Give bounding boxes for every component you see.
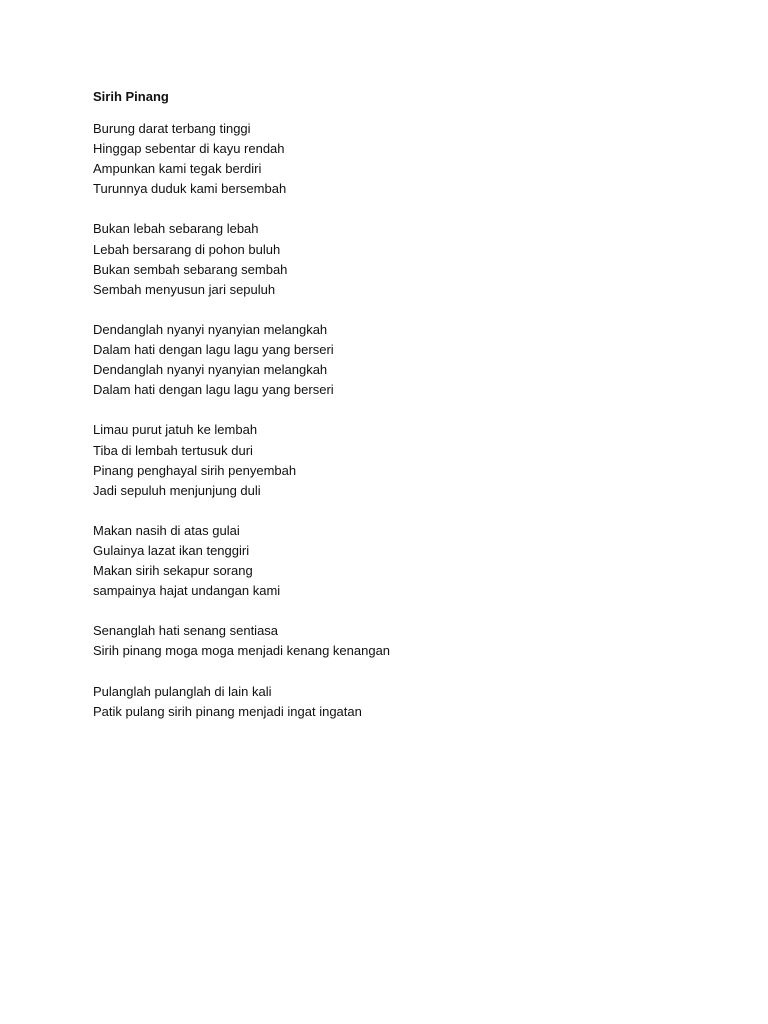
stanza-7 <box>93 682 768 722</box>
poem-line: Pinang penghayal sirih penyembah <box>93 462 297 478</box>
poem-line: Limau purut jatuh ke lembah <box>93 422 258 438</box>
poem-line: Burung darat terbang tinggi <box>93 121 251 136</box>
poem-line: Lebah bersarang di pohon buluh <box>93 241 281 257</box>
poem-line: Makan nasih di atas gulai <box>93 522 240 538</box>
poem-line: Pulanglah pulanglah di lain kali <box>93 683 272 699</box>
stanza-5 <box>93 521 768 601</box>
poem-line: Bukan sembah sebarang sembah <box>93 261 288 277</box>
poem-line: Sirih pinang moga moga menjadi kenang kenangan <box>93 643 391 659</box>
poem-line: Turunnya duduk kami bersembah <box>93 181 287 197</box>
poem-line: Bukan lebah sebarang lebah <box>93 221 259 237</box>
poem-line: Makan sirih sekapur sorang <box>93 563 253 579</box>
stanza-2 <box>93 219 768 299</box>
poem-line: Senanglah hati senang sentiasa <box>93 623 279 639</box>
stanza-4 <box>93 420 768 500</box>
poem-line: Dalam hati dengan lagu lagu yang berseri <box>93 382 334 398</box>
poem-line: Sembah menyusun jari sepuluh <box>93 281 276 297</box>
stanza-3 <box>93 320 768 400</box>
poem-title: Sirih Pinang <box>93 89 169 104</box>
poem-line: Dalam hati dengan lagu lagu yang berseri <box>93 342 334 358</box>
poem-line: Gulainya lazat ikan tenggiri <box>93 542 250 558</box>
stanza-6 <box>93 621 768 661</box>
poem-line: Ampunkan kami tegak berdiri <box>93 161 262 177</box>
poem-line: Jadi sepuluh menjunjung duli <box>93 482 261 498</box>
poem-line: Dendanglah nyanyi nyanyian melangkah <box>93 362 328 378</box>
stanza-1 <box>93 119 768 199</box>
poem-line: sampainya hajat undangan kami <box>93 583 281 599</box>
poem-line: Hinggap sebentar di kayu rendah <box>93 141 285 157</box>
poem-line: Patik pulang sirih pinang menjadi ingat ingatan <box>93 703 362 719</box>
poem-line: Dendanglah nyanyi nyanyian melangkah <box>93 321 328 337</box>
poem-line: Tiba di lembah tertusuk duri <box>93 442 253 458</box>
